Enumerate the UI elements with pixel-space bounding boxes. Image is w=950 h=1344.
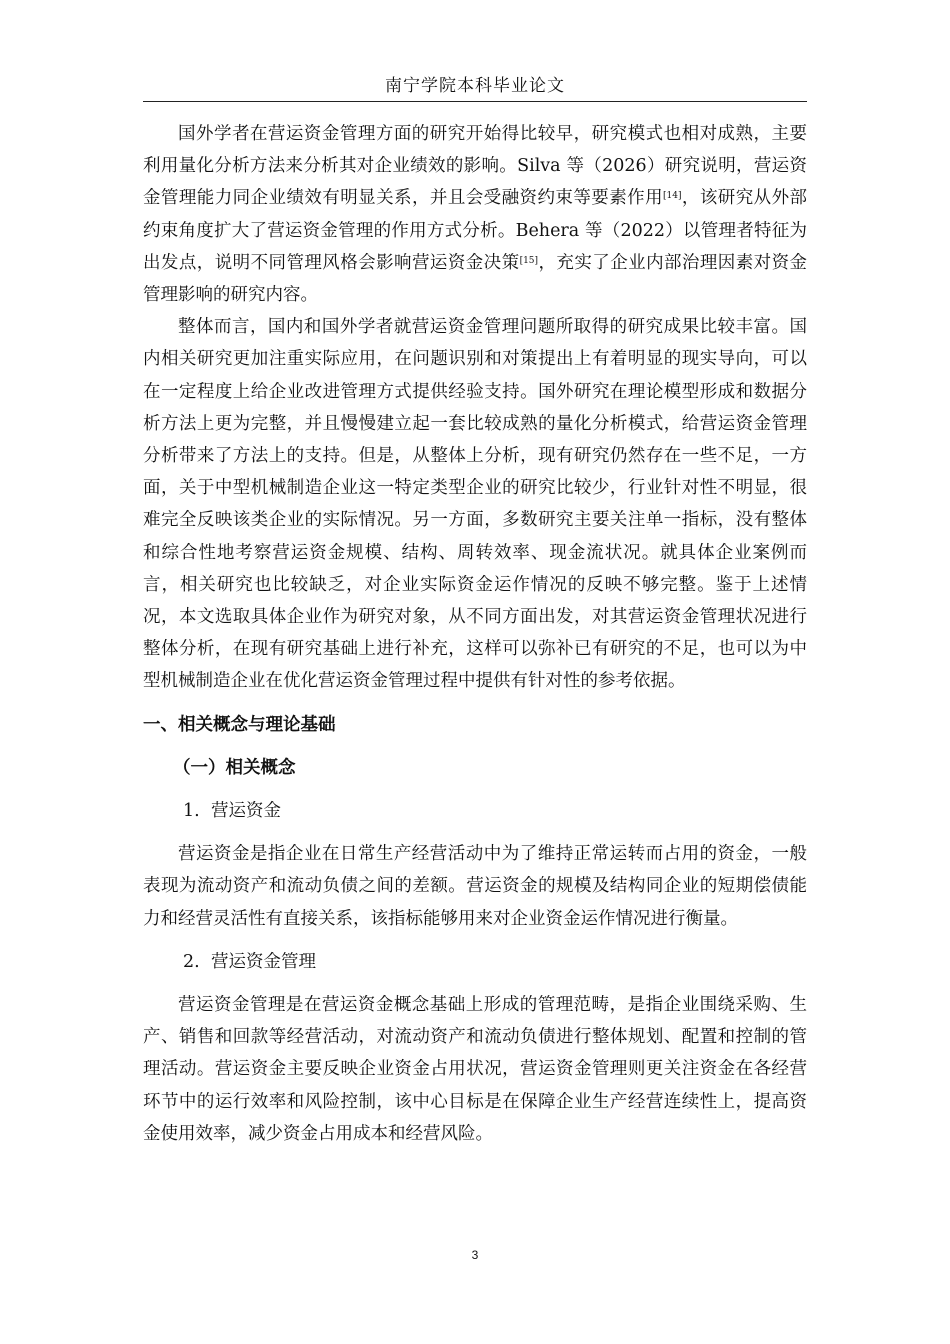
paragraph-foreign-research bbox=[143, 118, 807, 311]
paragraph-text: ，充实了企业内部治理因素对资金管理影响的研究内容。 bbox=[143, 252, 808, 306]
item-title: 营运资金 bbox=[211, 801, 281, 822]
item-number: 2. bbox=[183, 951, 200, 972]
paragraph-text: ，该研究从外部约束角度扩大了营运资金管理的作用方式分析。Behera 等（2022）以管理者特征为出发点，说明不同管理风格会影响营运资金决策 bbox=[143, 188, 808, 273]
paragraph-text: 国外学者在营运资金管理方面的研究开始得比较早，研究模式也相对成熟，主要利用量化分析方法来分析其对企业绩效的影响。Silva 等（2026）研究说明，营运资金管理能力同企业绩效有明显关系，并且会受融资约束等要素作用 bbox=[143, 124, 807, 209]
page-number: 3 bbox=[471, 1248, 479, 1262]
item-heading-working-capital bbox=[143, 795, 807, 827]
header-divider bbox=[143, 101, 807, 102]
item-heading-working-capital-management bbox=[143, 946, 807, 978]
section-heading: 一、相关概念与理论基础 bbox=[143, 714, 336, 735]
item-number: 1. bbox=[183, 801, 200, 822]
paragraph-summary bbox=[143, 311, 807, 697]
paragraph-working-capital: 营运资金是指企业在日常生产经营活动中为了维持正常运转而占用的资金，一般表现为流动资产和流动负债之间的差额。营运资金的规模及结构同企业的短期偿债能力和经营灵活性有直接关系，该指标能够用来对企业资金运作情况进行衡量。 bbox=[143, 844, 807, 929]
document-body bbox=[143, 118, 807, 1150]
citation-14: [14] bbox=[663, 191, 682, 202]
citation-15: [15] bbox=[519, 255, 539, 266]
subsection-heading: （一）相关概念 bbox=[173, 757, 296, 778]
page-header-title: 南宁学院本科毕业论文 bbox=[385, 76, 565, 96]
paragraph-working-capital-management: 营运资金管理是在营运资金概念基础上形成的管理范畴，是指企业围绕采购、生产、销售和回款等经营活动，对流动资产和流动负债进行整体规划、配置和控制的管理活动。营运资金主要反映企业资金占用状况，营运资金管理则更关注资金在各经营环节中的运行效率和风险控制，该中心目标是在保障企业生产经营连续性上，提高资金使用效率，减少资金占用成本和经营风险。 bbox=[143, 995, 807, 1144]
item-title: 营运资金管理 bbox=[211, 951, 316, 972]
paragraph-text: 整体而言，国内和国外学者就营运资金管理问题所取得的研究成果比较丰富。国内相关研究更加注重实际应用，在问题识别和对策提出上有着明显的现实导向，可以在一定程度上给企业改进管理方式提供经验支持。国外研究在理论模型形成和数据分析方法上更为完整，并且慢慢建立起一套比较成熟的量化分析模式，给营运资金管理分析带来了方法上的支持。但是，从整体上分析，现有研究仍然存在一些不足，一方面，关于中型机械制造企业这一特定类型企业的研究比较少，行业针对性不明显，很难完全反映该类企业的实际情况。另一方面，多数研究主要关注单一指标，没有整体和综合性地考察营运资金规模、结构、周转效率、现金流状况。就具体企业案例而言，相关研究也比较缺乏，对企业实际资金运作情况的反映不够完整。鉴于上述情况，本文选取具体企业作为研究对象，从不同方面出发，对其营运资金管理状况进行整体分析，在现有研究基础上进行补充，这样可以弥补已有研究的不足，也可以为中型机械制造企业在优化营运资金管理过程中提供有针对性的参考依据。 bbox=[143, 317, 807, 692]
